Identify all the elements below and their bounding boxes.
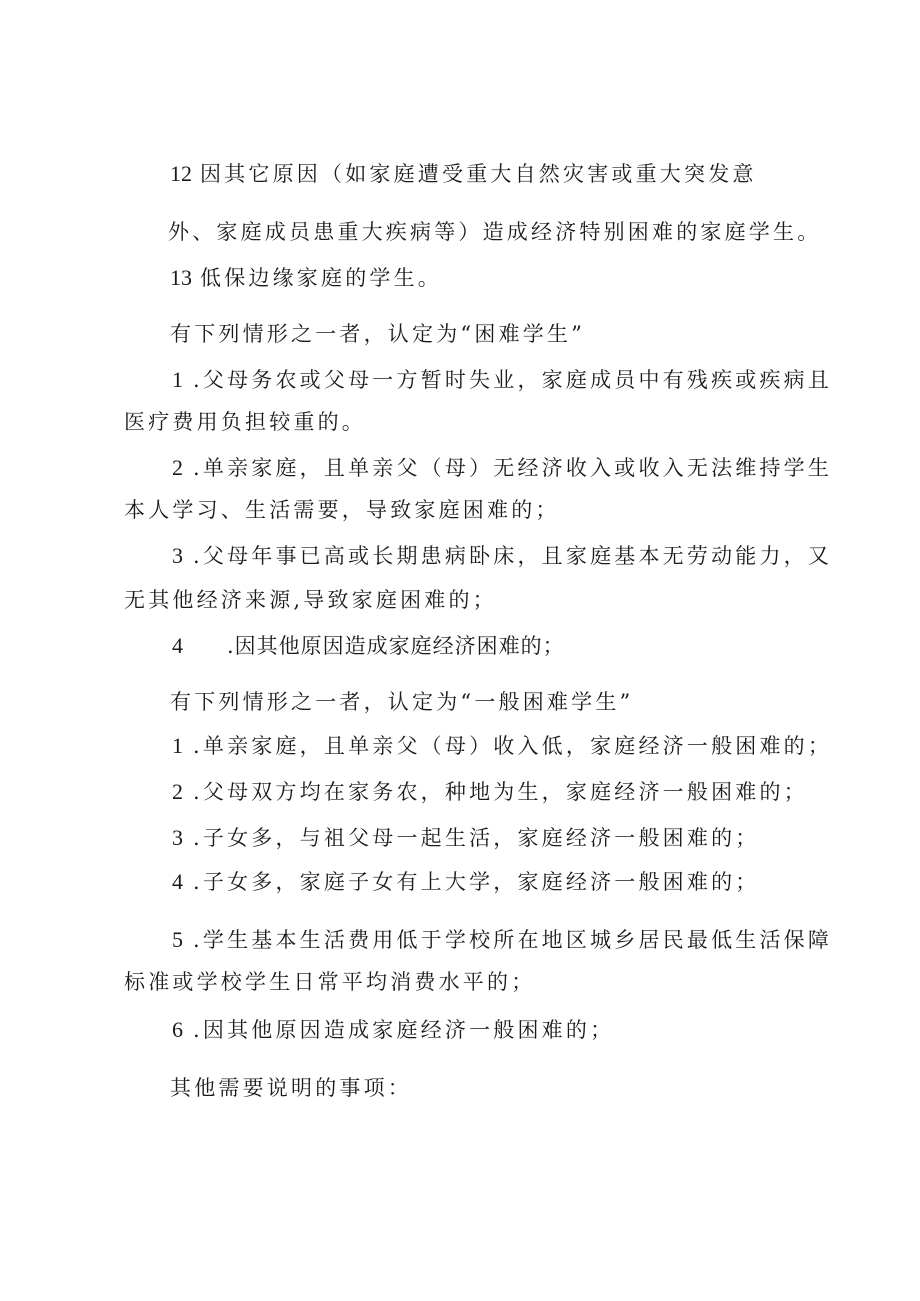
line-text: 标准或学校学生日常平均消费水平的；: [124, 970, 536, 994]
line-text: .父母双方均在家务农，种地为生，家庭经济一般困难的；: [193, 780, 808, 804]
difficult-item-2: [172, 454, 832, 482]
general-item-1: [172, 732, 832, 760]
paragraph-line-12-cont: [168, 218, 821, 246]
item-number: 3: [172, 825, 183, 850]
general-item-5: [172, 926, 832, 954]
general-item-5-cont: [124, 968, 535, 996]
line-text: 外、家庭成员患重大疾病等）造成经济特别困难的家庭学生。: [168, 220, 822, 244]
line-text: 低保边缘家庭的学生。: [200, 266, 442, 290]
line-text: .子女多，与祖父母一起生活，家庭经济一般困难的；: [193, 826, 760, 850]
item-number: 1: [172, 733, 183, 758]
item-number: 2: [172, 455, 183, 480]
item-number: 4: [172, 869, 183, 894]
difficult-item-2-cont: [124, 496, 560, 524]
difficult-item-3-cont: [124, 586, 497, 614]
general-item-3: [172, 824, 759, 852]
line-text: .单亲家庭，且单亲父（母）无经济收入或收入无法维持学生: [193, 456, 833, 480]
item-number: 6: [172, 1017, 183, 1042]
item-number: 1: [172, 367, 183, 392]
section-heading-general: [170, 688, 633, 716]
item-number: 2: [172, 779, 183, 804]
item-number: 5: [172, 927, 183, 952]
difficult-item-1-cont: [124, 408, 366, 436]
general-item-4: [172, 868, 759, 896]
paragraph-line-13: [170, 264, 442, 292]
line-text: 因其它原因（如家庭遭受重大自然灾害或重大突发意: [200, 162, 757, 186]
line-text: .因其他原因造成家庭经济一般困难的；: [193, 1018, 615, 1042]
line-text: 有下列情形之一者，认定为“一般困难学生”: [170, 690, 634, 714]
line-text: 医疗费用负担较重的。: [124, 410, 366, 434]
line-text: .父母务农或父母一方暂时失业，家庭成员中有残疾或疾病且: [193, 368, 833, 392]
item-number: 12: [170, 161, 192, 186]
item-number: 13: [170, 265, 192, 290]
line-text: .单亲家庭，且单亲父（母）收入低，家庭经济一般困难的；: [193, 734, 833, 758]
difficult-item-4: [172, 632, 565, 660]
general-item-6: [172, 1016, 614, 1044]
section-heading-difficult: [170, 320, 585, 348]
difficult-item-3: [172, 542, 832, 570]
line-text: 其他需要说明的事项：: [170, 1076, 412, 1100]
line-text: .因其他原因造成家庭经济困难的；: [227, 634, 565, 658]
paragraph-line-12: [170, 160, 757, 188]
line-text: 有下列情形之一者，认定为“困难学生”: [170, 322, 586, 346]
difficult-item-1: [172, 366, 832, 394]
line-text: .父母年事已高或长期患病卧床，且家庭基本无劳动能力，又: [193, 544, 833, 568]
line-text: 无其他经济来源,导致家庭困难的；: [124, 588, 497, 612]
item-number: 4: [172, 633, 183, 658]
line-text: 本人学习、生活需要，导致家庭困难的；: [124, 498, 560, 522]
item-number: 3: [172, 543, 183, 568]
general-item-2: [172, 778, 808, 806]
other-notes-heading: [170, 1074, 412, 1102]
line-text: .子女多，家庭子女有上大学，家庭经济一般困难的；: [193, 870, 760, 894]
line-text: .学生基本生活费用低于学校所在地区城乡居民最低生活保障: [193, 928, 833, 952]
